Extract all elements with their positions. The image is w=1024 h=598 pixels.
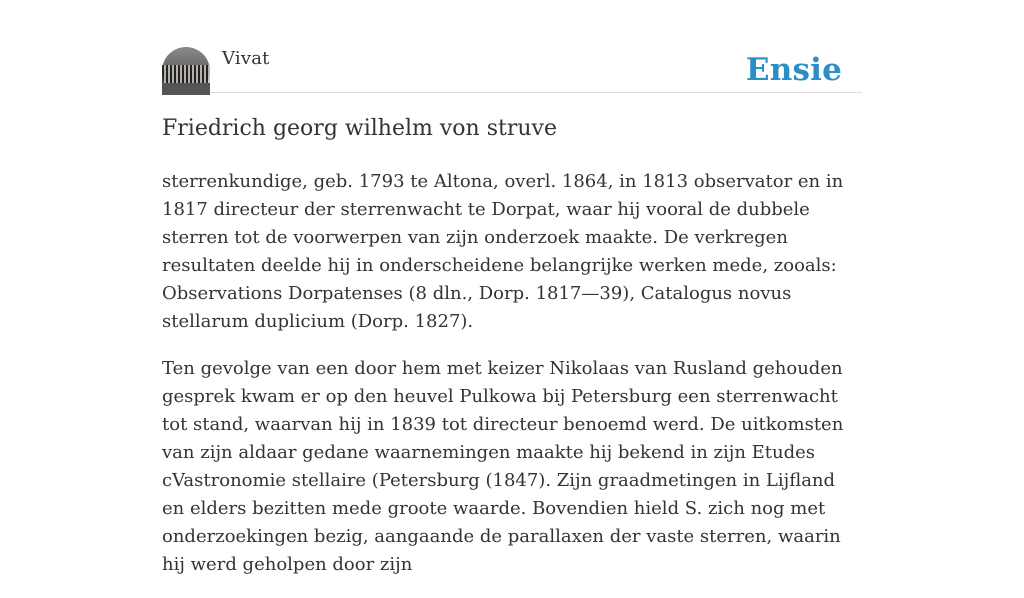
- ensie-logo[interactable]: Ensie: [745, 52, 842, 88]
- article-paragraph: Ten gevolge van een door hem met keizer Nikolaas van Rusland gehouden gesprek kwam er op den heuvel Pulkowa bij Petersburg een sterrenwacht tot stand, waarvan hij in 1839 tot directeur benoemd werd. De uitkomsten van zijn aldaar gedane waarnemingen maakte hij bekend in zijn Etudes cVastronomie stellaire (Petersburg (1847). Zijn graadmetingen in Lijfland en elders bezitten mede groote waarde. Bovendien hield S. zich nog met onderzoekingen bezig, aangaande de parallaxen der vaste sterren, waarin hij werd geholpen door zijn: [162, 358, 844, 575]
- article-paragraph: sterrenkundige, geb. 1793 te Altona, overl. 1864, in 1813 observator en in 1817 directeur der sterrenwacht te Dorpat, waar hij vooral de dubbele sterren tot de voorwerpen van zijn onderzoek maakte. De verkregen resultaten deelde hij in onderscheidene belangrijke werken mede, zooals: Observations Dorpatenses (8 dln., Dorp. 1817—39), Catalogus novus stellarum duplicium (Dorp. 1827).: [162, 171, 844, 332]
- author-avatar[interactable]: [162, 47, 210, 95]
- article-body: [162, 168, 848, 598]
- page-header: [162, 44, 862, 93]
- article-title: Friedrich georg wilhelm von struve: [162, 116, 557, 141]
- author-name[interactable]: Vivat: [222, 48, 270, 69]
- bookshelf-icon: [162, 65, 210, 83]
